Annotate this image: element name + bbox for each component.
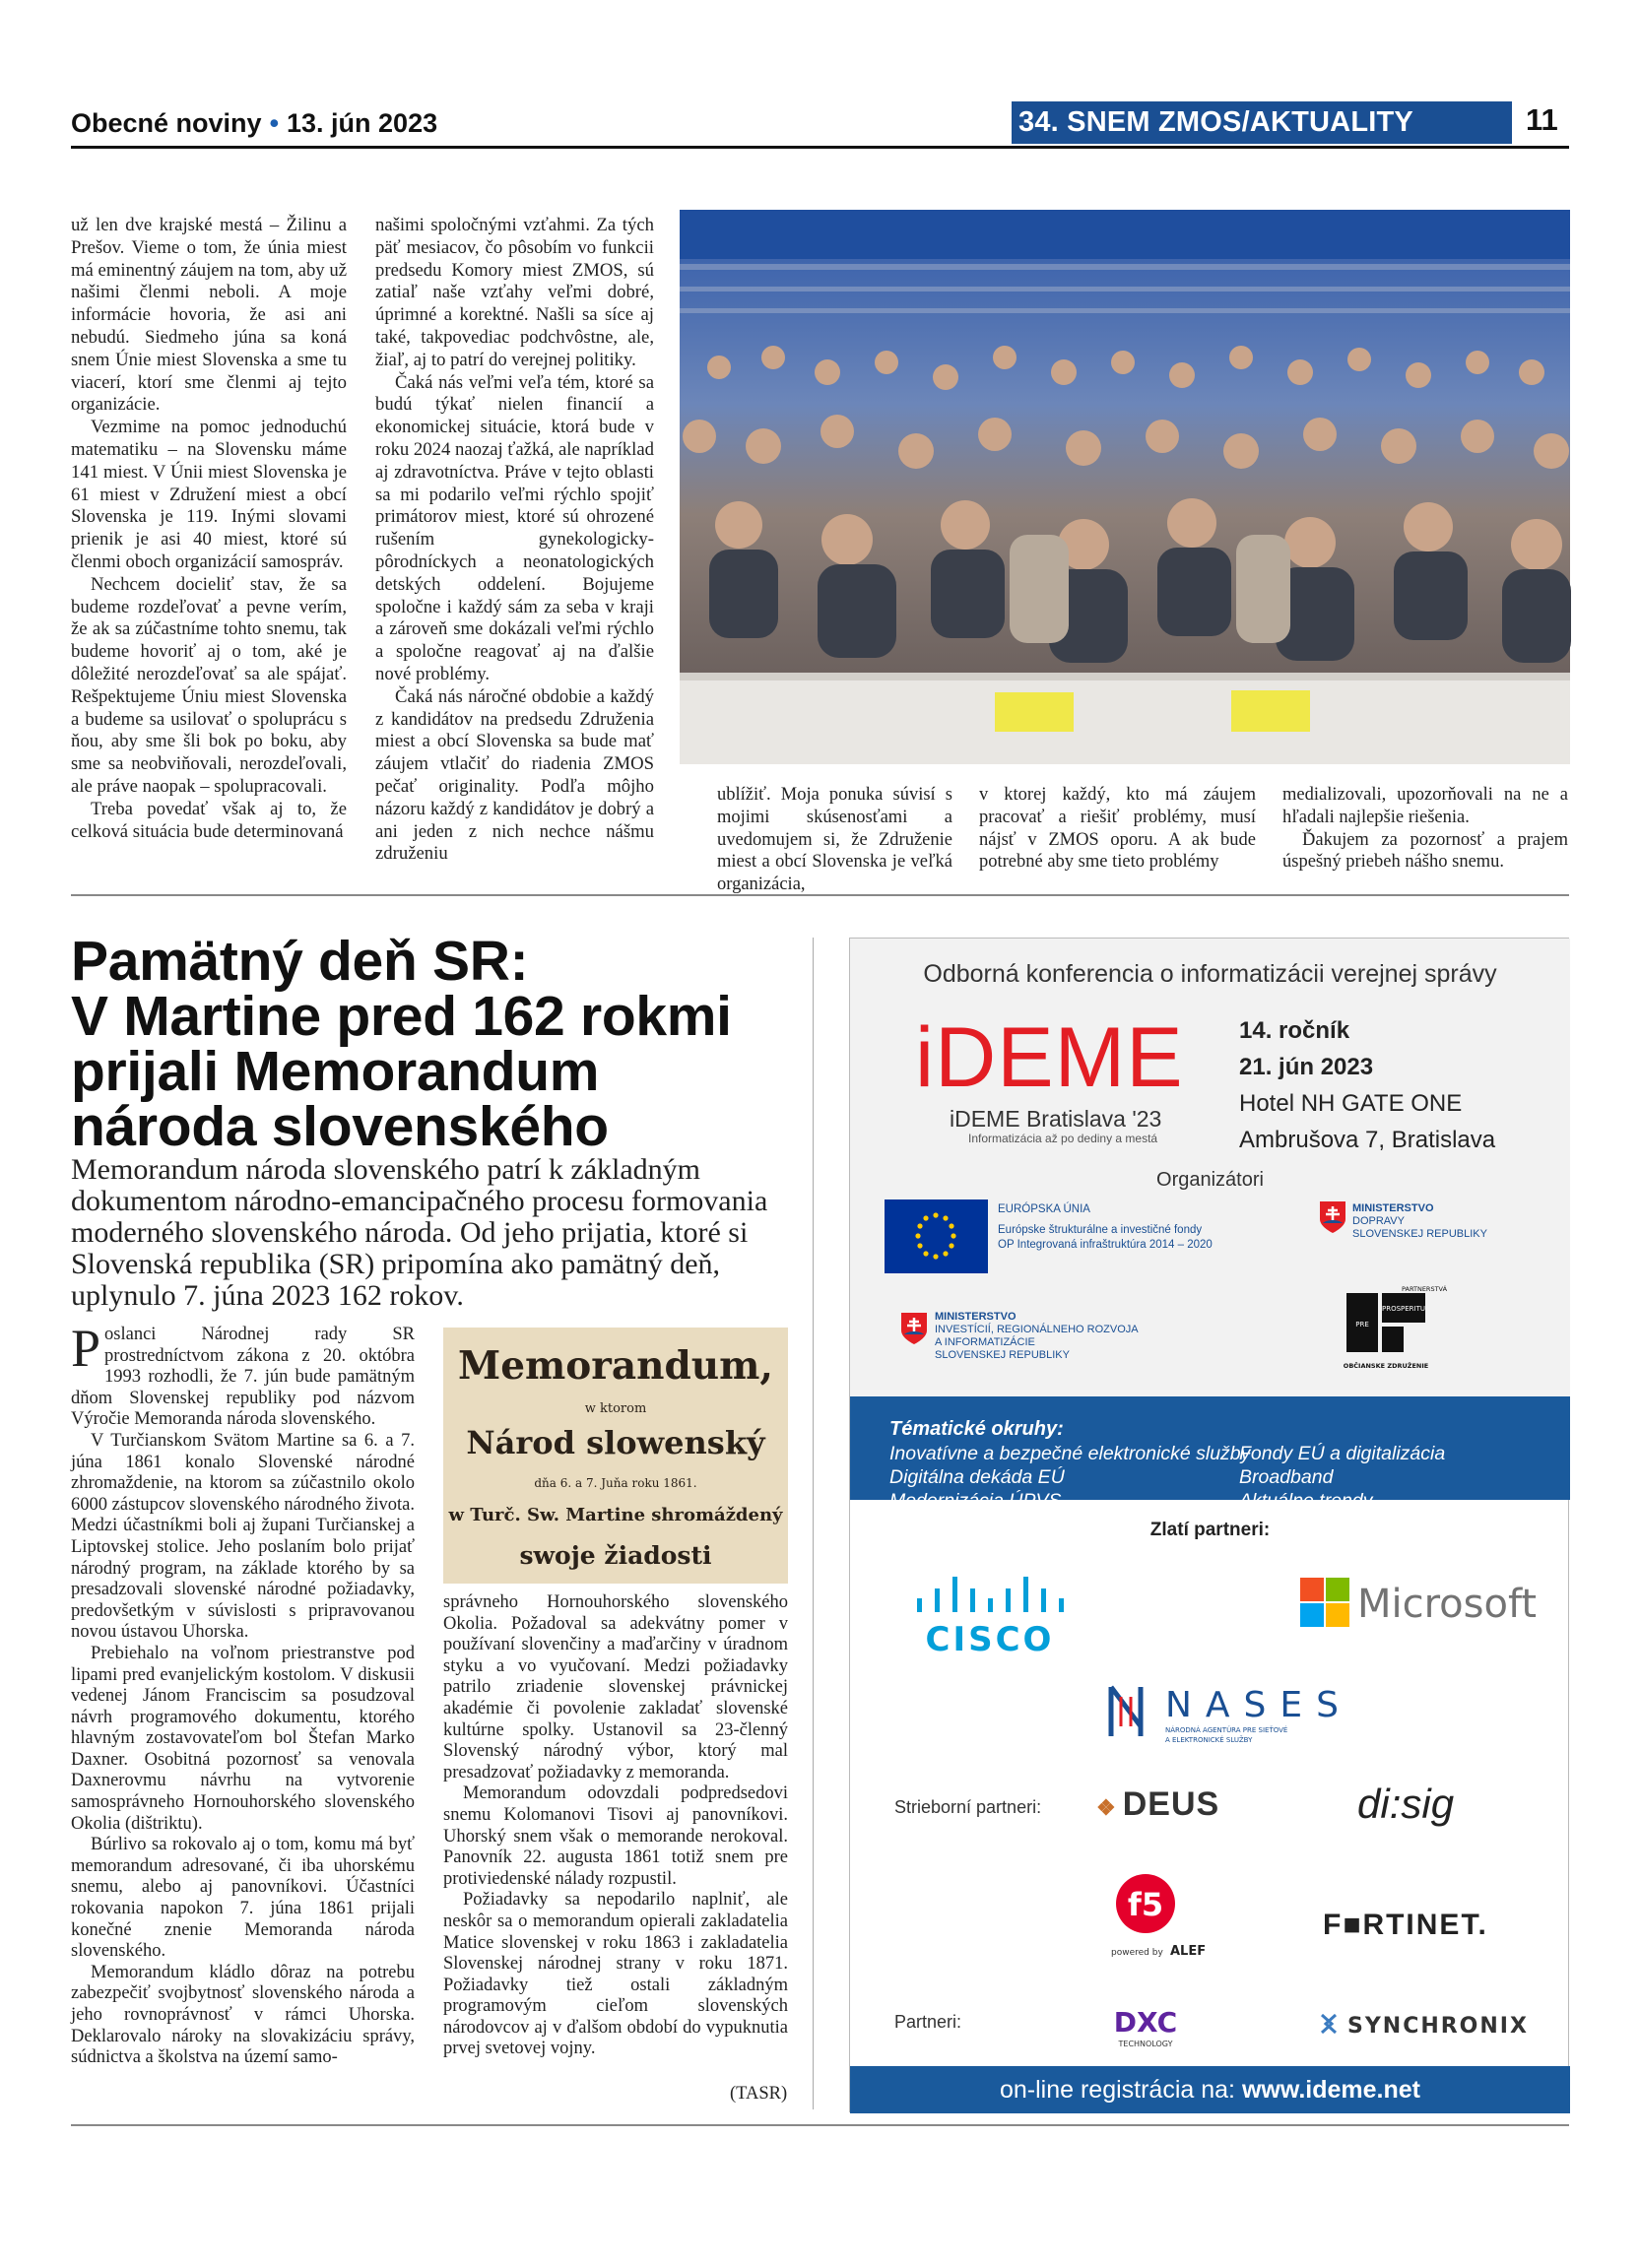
synchronix-icon (1318, 2007, 1554, 2041)
dxc-wordmark: DXC (1113, 2006, 1178, 2039)
synchronix-wordmark: SYNCHRONIX (1347, 2014, 1529, 2039)
synchronix-logo (1318, 2007, 1554, 2041)
memorandum-scan (443, 1328, 788, 1584)
masthead (71, 108, 437, 139)
header-rule (71, 146, 1569, 149)
mir-line-1: MINISTERSTVO (935, 1311, 1017, 1323)
eu-flag-logo (885, 1199, 988, 1273)
paragraph: V Turčianskom Svätom Martine sa 6. a 7. júna 1861 konalo Slovenské národné zhromaždenie, na ktorom sa zúčastnilo okolo 6000 zástupcov slovenského národného života. Medzi účastníkmi boli aj župani Turčianskej a Liptovskej stolice. Jeho poslaním bolo prijať národný program, na základe ktorého by sa presadzovali slovenské národné požiadavky, predovšetkým v súvislosti s pripravovanou novou ústavou Uhorska. (71, 1430, 415, 1643)
top-article-column-1 (71, 215, 347, 843)
f5-alef-logo (1082, 1864, 1210, 1963)
partners-label: Partneri: (894, 2012, 962, 2032)
separator-dot: • (269, 108, 280, 138)
cisco-wordmark: CISCO (925, 1620, 1055, 1659)
ideme-conference-ad (849, 938, 1569, 2112)
cisco-logo (909, 1559, 1072, 1657)
dxc-sub: TECHNOLOGY (1118, 2040, 1173, 2048)
top-article-column-4: v ktorej každý, kto má záujem pracovať a riešiť problémy, musí nájsť v ZMOS oporu. A ak bude potrebné aby sme tieto problémy (979, 785, 1256, 873)
f5-icon (1082, 1864, 1210, 1963)
microsoft-squares-icon (1298, 1574, 1564, 1633)
deus-logo (1096, 1785, 1219, 1824)
topic-item: Digitálna dekáda EÚ (889, 1466, 1065, 1488)
article-column-1 (71, 1319, 415, 2069)
pp-line-4: OBČIANSKE ZDRUŽENIE (1343, 1362, 1429, 1370)
eu-logo-text (998, 1202, 1213, 1253)
ideme-tagline: Informatizácia až po dediny a mestá (968, 1132, 1158, 1145)
article-lead: Memorandum národa slovenského patrí k základným dokumentom národno-emancipačného procesu formovania moderného slovenského národa. Od jeho prijatia, ktoré si Slovenská republika (SR) pripomína ako pamätný deň, uplynulo 7. júna 2023 162 rokov. (71, 1153, 768, 1312)
ad-event-info (1239, 1012, 1495, 1158)
ideme-logo-text: iDEME (915, 1010, 1184, 1105)
eu-line-1: Európske štrukturálne a investičné fondy (998, 1224, 1203, 1236)
paragraph: už len dve krajské mestá – Žilinu a Prešov. Vieme o tom, že únia miest má eminentný záujem na tom, aby už našimi členmi neboli. A moje informácie hovoria, že asi ani nebudú. Siedmeho júna sa koná snem Únie miest Slovenska a sme tu viacerí, ktorí sme členmi aj tejto organizácie. (71, 215, 347, 416)
registration-banner (850, 2066, 1570, 2113)
mds-line-3: SLOVENSKEJ REPUBLIKY (1352, 1228, 1487, 1240)
article-column-2 (443, 1592, 788, 2060)
disig-logo: di:sig (1357, 1781, 1455, 1827)
page-number: 11 (1526, 102, 1558, 137)
memorandum-image (443, 1328, 788, 1584)
slovak-coat-of-arms-icon (899, 1311, 929, 1346)
slovak-coat-of-arms-icon (1318, 1199, 1347, 1235)
microsoft-wordmark: Microsoft (1357, 1582, 1538, 1627)
topic-item: Modernizácia ÚPVS (889, 1490, 1062, 1512)
dxc-logo (1101, 2002, 1190, 2051)
pp-line-2: PRE (1355, 1321, 1369, 1328)
eu-title: EURÓPSKA ÚNIA (998, 1203, 1090, 1215)
source-credit: (TASR) (730, 2084, 788, 2104)
partnerstva-pre-prosperitu-logo (1343, 1285, 1448, 1384)
nases-sub-1: NÁRODNÁ AGENTÚRA PRE SIEŤOVÉ (1165, 1726, 1288, 1734)
memo-line-5: w Turč. Sw. Martine shromáždený (448, 1505, 783, 1525)
ideme-logo (915, 1009, 1184, 1107)
paragraph (71, 1319, 415, 1431)
organizers-label: Organizátori (1156, 1169, 1264, 1191)
paragraph: Vezmime na pomoc jednoduchú matematiku – na Slovensku máme 141 miest. V Únii miest Slovenska je 61 miest v Združení miest a obcí Slovenska je 119. Inými slovami prienik je asi 40 miest, ktoré sú členmi oboch organizácií samospráv. (71, 417, 347, 572)
bottom-rule (71, 2124, 1569, 2126)
topic-item: Aktuálne trendy (1239, 1490, 1373, 1512)
mir-line-2: INVESTÍCIÍ, REGIONÁLNEHO ROZVOJA (935, 1324, 1139, 1335)
paragraph: našimi spoločnými vzťahmi. Za tých päť mesiacov, čo pôsobím vo funkcii predsedu Komory miest ZMOS, sú zatiaľ naše vzťahy veľmi dobré, úprimné a korektné. Našli sa síce aj také, takpovediac podchvôstne, ale, žiaľ, aj to patrí do verejnej politiky. (375, 215, 654, 370)
topic-item: Broadband (1239, 1466, 1334, 1488)
pp-line-3: PROSPERITU (1381, 1305, 1426, 1313)
publication-name: Obecné noviny (71, 108, 262, 138)
headline-line: V Martine pred 162 rokmi (71, 985, 732, 1048)
ideme-event-name: iDEME Bratislava '23 (950, 1106, 1162, 1132)
mir-line-4: SLOVENSKEJ REPUBLIKY (935, 1349, 1070, 1361)
memo-line-4: dňa 6. a 7. Juňa roku 1861. (534, 1476, 697, 1490)
event-venue: Hotel NH GATE ONE (1239, 1090, 1463, 1117)
alef-wordmark: ALEF (1170, 1944, 1207, 1959)
snem-audience-photo (680, 210, 1570, 764)
headline-line: prijali Memorandum (71, 1040, 600, 1103)
dxc-icon (1101, 2002, 1190, 2051)
mds-line-2: DOPRAVY (1352, 1215, 1405, 1227)
nases-mark-icon (1106, 1677, 1352, 1756)
registration-url[interactable]: www.ideme.net (1241, 2076, 1421, 2104)
paragraph: správneho Hornouhorského slovenského Okolia. Požadoval sa adekvátny pomer v používaní slovenčiny a maďarčiny v úradnom styku a vo vyučovaní. Medzi požiadavky patrilo zriadenie slovenskej právnickej akadémie či povolenie zakladať slovenské kultúrne spolky. Ustanovil sa 23-členný Slovenský národný výbor, ktorý mal presadzovať požiadavky z memoranda. (443, 1592, 788, 1782)
article-headline (71, 930, 790, 1158)
deus-wordmark: DEUS (1122, 1785, 1220, 1823)
pp-logo-icon (1343, 1285, 1448, 1384)
paragraph-text: oslanci Národnej rady SR prostredníctvom zákona z 20. októbra 1993 rozhodli, že 7. jún bude pamätným dňom Slovenskej republiky pod názvom Výročie Memoranda národa slovenského. (71, 1325, 415, 1430)
paragraph: Ďakujem za pozornosť a prajem úspešný priebeh nášho snemu. (1282, 829, 1568, 873)
svg-text:f5: f5 (1127, 1886, 1164, 1923)
nases-sub-2: A ELEKTRONICKÉ SLUŽBY (1165, 1736, 1253, 1744)
f5-powered-by: powered by (1111, 1948, 1163, 1958)
paragraph: Nechcem docieliť stav, že sa budeme rozdeľovať a pevne verím, že ak sa zúčastníme tohto snemu, tak budeme hovoriť aj o tom, aké je dôležité nerozdeľovať sa ale spájať. Rešpektujeme Úniu miest Slovenska a budeme sa usilovať o spoluprácu s ňou, aby sme šli bok po boku, aby sme sa neobviňovali, nerozdeľovali, ale práve naopak – spolupracovali. (71, 573, 347, 797)
cisco-bars-icon (909, 1559, 1072, 1657)
top-article-column-5 (1282, 784, 1568, 874)
section-banner: 34. SNEM ZMOS/AKTUALITY (1012, 101, 1512, 144)
nases-wordmark: NASES (1165, 1685, 1353, 1725)
memo-line-1: Memorandum, (458, 1343, 773, 1389)
paragraph: Memorandum kládlo dôraz na potrebu zabezpečiť svojbytnosť slovenského národa a jeho rovnoprávnosť v rámci Uhorska. Deklarovalo nároky na slovakizáciu správy, súdnictva a školstva na území samo- (71, 1962, 415, 2068)
ministry-investment-logo (935, 1311, 1139, 1362)
memo-line-2: w ktorom (584, 1401, 647, 1416)
paragraph: Búrlivo sa rokovalo aj o tom, komu má byť memorandum adresované, či iba uhorskému snemu, alebo aj panovníkovi. Účastníci rokovania napokon 7. júna 1861 prijali konečné znenie Memoranda národa slovenského. (71, 1835, 415, 1962)
ministry-transport-logo (1352, 1202, 1487, 1241)
event-date: 21. jún 2023 (1239, 1054, 1374, 1080)
topics-list-left (889, 1442, 1250, 1513)
mir-line-3: A INFORMATIZÁCIE (935, 1336, 1035, 1348)
fortinet-logo: F■RTINET. (1323, 1909, 1488, 1941)
memo-line-6: swoje žiadosti (519, 1541, 712, 1570)
topics-list-right (1239, 1442, 1445, 1513)
audience-photo-graphic (680, 210, 1570, 764)
memo-line-3: Národ slowenský (466, 1424, 765, 1461)
pp-line-1: PARTNERSTVÁ (1402, 1285, 1448, 1293)
paragraph: Čaká nás veľmi veľa tém, ktoré sa budú týkať nielen financií a ekonomickej situácie, ktorá bude v roku 2024 naozaj ťažká, ale napríklad aj zdravotníctva. Práve v tejto oblasti sa mi podarilo veľmi rýchlo spojiť primátorov miest, ktoré sú ohrozené rušením gynekologicky-pôrodníckych a neonatologických detských oddelení. Bojujeme spoločne i každý sám za seba v kraji a zároveň sme dokázali veľmi rýchlo a spoločne reagovať aj na ďalšie nové problémy. (375, 371, 654, 684)
drop-cap: P (71, 1319, 101, 1378)
topics-title: Tématické okruhy: (889, 1418, 1064, 1440)
topic-item: Fondy EÚ a digitalizácia (1239, 1443, 1446, 1464)
top-article-column-3: ublížiť. Moja ponuka súvisí s mojimi skúsenosťami a uvedomujem si, že Združenie miest a obcí Slovenska je veľká organizácia, (717, 785, 952, 895)
section-divider (71, 894, 1569, 896)
paragraph: Prebiehalo na voľnom priestranstve pod lipami pred evanjelickým kostolom. V diskusii vedenej Jánom Franciscim sa posudzoval návrh programového dokumentu, ktorého hlavným zostavovateľom bol Štefan Marko Daxner. Osobitná pozornosť sa venovala Daxnerovmu návrhu na vytvorenie samosprávneho Hornouhorského slovenského Okolia (dištriktu). (71, 1643, 415, 1834)
eu-line-2: OP Integrovaná infraštruktúra 2014 – 2020 (998, 1239, 1213, 1251)
event-edition: 14. ročník (1239, 1017, 1350, 1044)
event-address: Ambrušova 7, Bratislava (1239, 1127, 1496, 1153)
paragraph: Memorandum odovzdali podpredsedovi snemu Kolomanovi Tisovi aj panovníkovi. Uhorský snem však o memorande nerokoval. Panovník 22. augusta 1861 totiž snem pre protiviedenské nálady rozpustil. (443, 1783, 788, 1889)
silver-partners-label: Strieborní partneri: (894, 1797, 1042, 1817)
paragraph: medializovali, upozorňovali na ne a hľadali najlepšie riešenia. (1282, 785, 1568, 827)
top-article-column-2 (375, 215, 654, 866)
nases-logo (1106, 1677, 1352, 1756)
deus-mark-icon: ❖ (1096, 1795, 1117, 1820)
microsoft-logo (1298, 1574, 1564, 1633)
mds-line-1: MINISTERSTVO (1352, 1202, 1434, 1214)
paragraph: Požiadavky sa nepodarilo naplniť, ale neskôr sa o memorandum opierali zakladatelia Matice slovenskej v roku 1863 i zakladatelia Slovenskej národnej strany v roku 1871. Požiadavky tiež ostali základným programovým cieľom slovenských národovcov aj v ďalšom období do vypuknutia prvej svetovej vojny. (443, 1890, 788, 2059)
headline-line: národa slovenského (71, 1095, 609, 1158)
topic-item: Inovatívne a bezpečné elektronické služby (889, 1443, 1251, 1464)
gold-partners-label: Zlatí partneri: (1149, 1520, 1271, 1540)
ad-conference-title: Odborná konferencia o informatizácii verejnej správy (923, 960, 1497, 988)
headline-line: Pamätný deň SR: (71, 930, 529, 993)
eu-stars-icon (885, 1199, 988, 1273)
paragraph: Čaká nás náročné obdobie a každý z kandidátov na predsedu Združenia miest a obcí Slovenska sa bude mať záujem vtlačiť do riadenia ZMOS pečať originality. Podľa môjho názoru každý z kandidátov je dobrý a ani jeden z nich nechce nášmu združeniu (375, 685, 654, 865)
registration-prefix: on-line registrácia na: (999, 2076, 1235, 2104)
paragraph: Treba povedať však aj to, že celková situácia bude determinovaná (71, 798, 347, 842)
column-separator (813, 938, 814, 2109)
issue-date: 13. jún 2023 (287, 108, 438, 138)
